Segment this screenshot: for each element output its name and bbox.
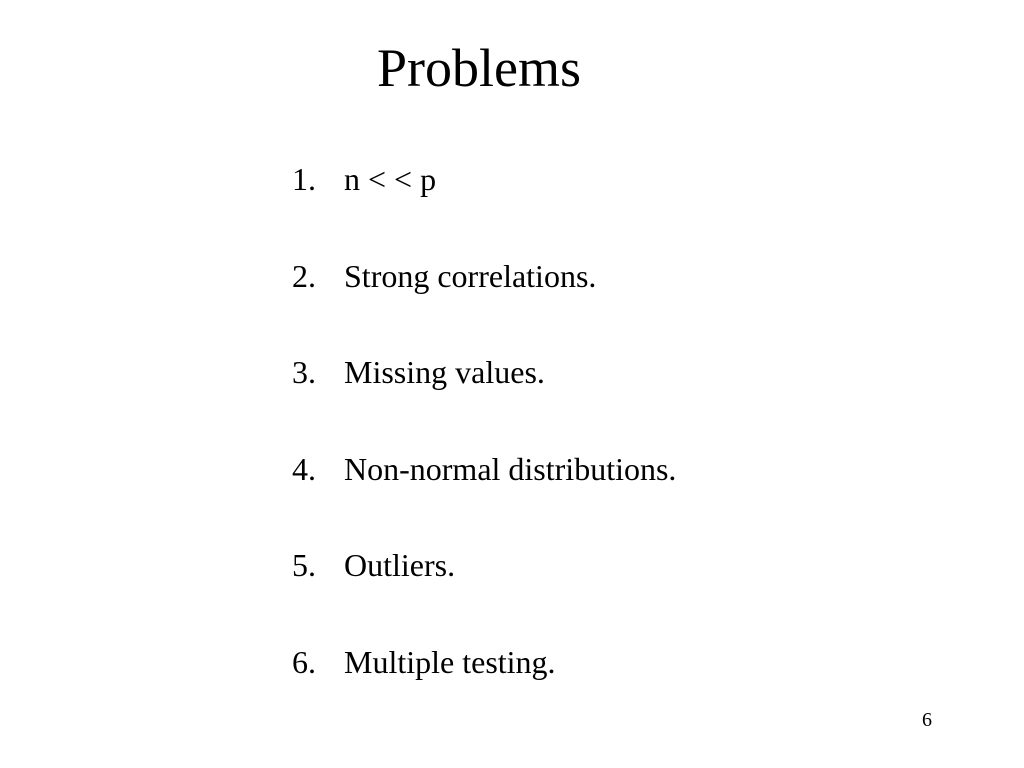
item-number: 5. — [292, 547, 316, 583]
item-number: 3. — [292, 354, 316, 390]
item-number: 6. — [292, 643, 316, 680]
item-number: 2. — [292, 257, 316, 294]
item-text: Multiple testing. — [344, 643, 556, 680]
item-text: Non-normal distributions. — [344, 450, 677, 487]
item-text: Strong correlations. — [344, 257, 597, 294]
item-number: 1. — [292, 161, 316, 197]
item-text: n < < p — [344, 161, 437, 197]
item-text: Missing values. — [344, 354, 545, 390]
page-number: 6 — [922, 709, 932, 731]
slide-title: Problems — [376, 38, 581, 98]
item-number: 4. — [292, 450, 316, 487]
item-text: Outliers. — [344, 547, 456, 583]
